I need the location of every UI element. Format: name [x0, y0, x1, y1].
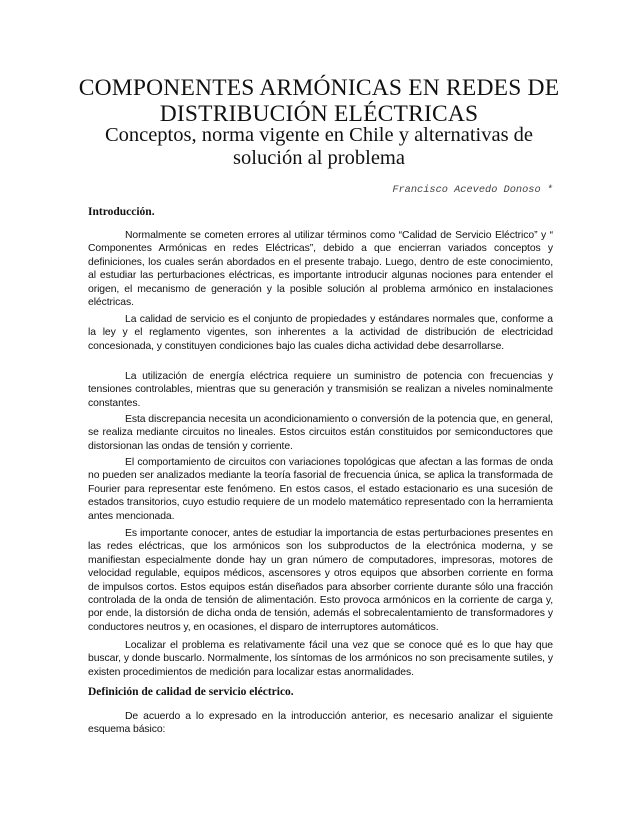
document-subtitle-line-2: solución al problema	[233, 147, 405, 169]
paragraph: Normalmente se cometen errores al utilizar términos como “Calidad de Servicio Eléctrico” y “ Componentes Armónicas en redes Eléctricas”, debido a que encierran variados conceptos y definiciones, los cuales serán abordados en el presente trabajo. Luego, dentro de este conocimiento, al estudiar las perturbaciones eléctricas, es importante introducir algunas nociones para entender el origen, el mecanismo de generación y la posible solución al problema armónico en instalaciones eléctricas.	[88, 230, 553, 309]
paragraph: De acuerdo a lo expresado en la introducción anterior, es necesario analizar el siguiente esquema básico:	[88, 711, 553, 736]
paragraph: Localizar el problema es relativamente fácil una vez que se conoce qué es lo que hay que buscar, y donde buscarlo. Normalmente, los síntomas de los armónicos no son precisamente sutiles, y existen procedimientos de medición para localizar estas anormalidades.	[88, 640, 553, 678]
document-title-line-1: COMPONENTES ARMÓNICAS EN REDES DE	[78, 75, 560, 101]
paragraph: Es importante conocer, antes de estudiar la importancia de estas perturbaciones presentes en las redes eléctricas, que los armónicos son los subproductos de la electrónica moderna, y se manifiestan especialmente donde hay un gran número de computadores, impresoras, motores de velocidad regulable, equipos médicos, ascensores y otros equipos que absorben corriente en forma de impulsos cortos. Estos equipos están diseñados para absorber corriente durante sólo una fracción controlada de la onda de tensión de alimentación. Esto provoca armónicos en la corriente de carga y, por ende, la distorsión de dicha onda de tensión, además el sobrecalentamiento de transformadores y conductores neutros y, en ocasiones, el disparo de interruptores automáticos.	[88, 528, 553, 633]
document-title-line-2: DISTRIBUCIÓN ELÉCTRICAS	[159, 101, 479, 127]
paragraph: La calidad de servicio es el conjunto de propiedades y estándares normales que, conforme a la ley y el reglamento vigentes, son inherentes a la actividad de distribución de electricidad concesionada, y constituyen condiciones bajo las cuales dicha actividad debe desarrollarse.	[88, 314, 553, 352]
document-subtitle-line-1: Conceptos, norma vigente en Chile y alternativas de	[104, 124, 534, 146]
author-byline: Francisco Acevedo Donoso *	[392, 184, 553, 196]
paragraph: Esta discrepancia necesita un acondicionamiento o conversión de la potencia que, en general, se realiza mediante circuitos no lineales. Estos circuitos están constituidos por semiconductores que distorsionan las ondas de tensión y corriente.	[88, 414, 553, 452]
section-heading-definition: Definición de calidad de servicio eléctrico.	[88, 686, 294, 698]
paragraph: El comportamiento de circuitos con variaciones topológicas que afectan a las formas de onda no pueden ser analizados mediante la teoría fasorial de frecuencia única, se aplica la transformada de Fourier para representar este fenómeno. En estos casos, el estado estacionario es una sucesión de estados transitorios, cuyo estudio requiere de un modelo matemático representado con la herramienta antes mencionada.	[88, 457, 553, 522]
paragraph: La utilización de energía eléctrica requiere un suministro de potencia con frecuencias y tensiones controlables, mientras que su generación y transmisión se realizan a niveles nominalmente constantes.	[88, 371, 553, 409]
section-heading-introduction: Introducción.	[88, 206, 155, 218]
